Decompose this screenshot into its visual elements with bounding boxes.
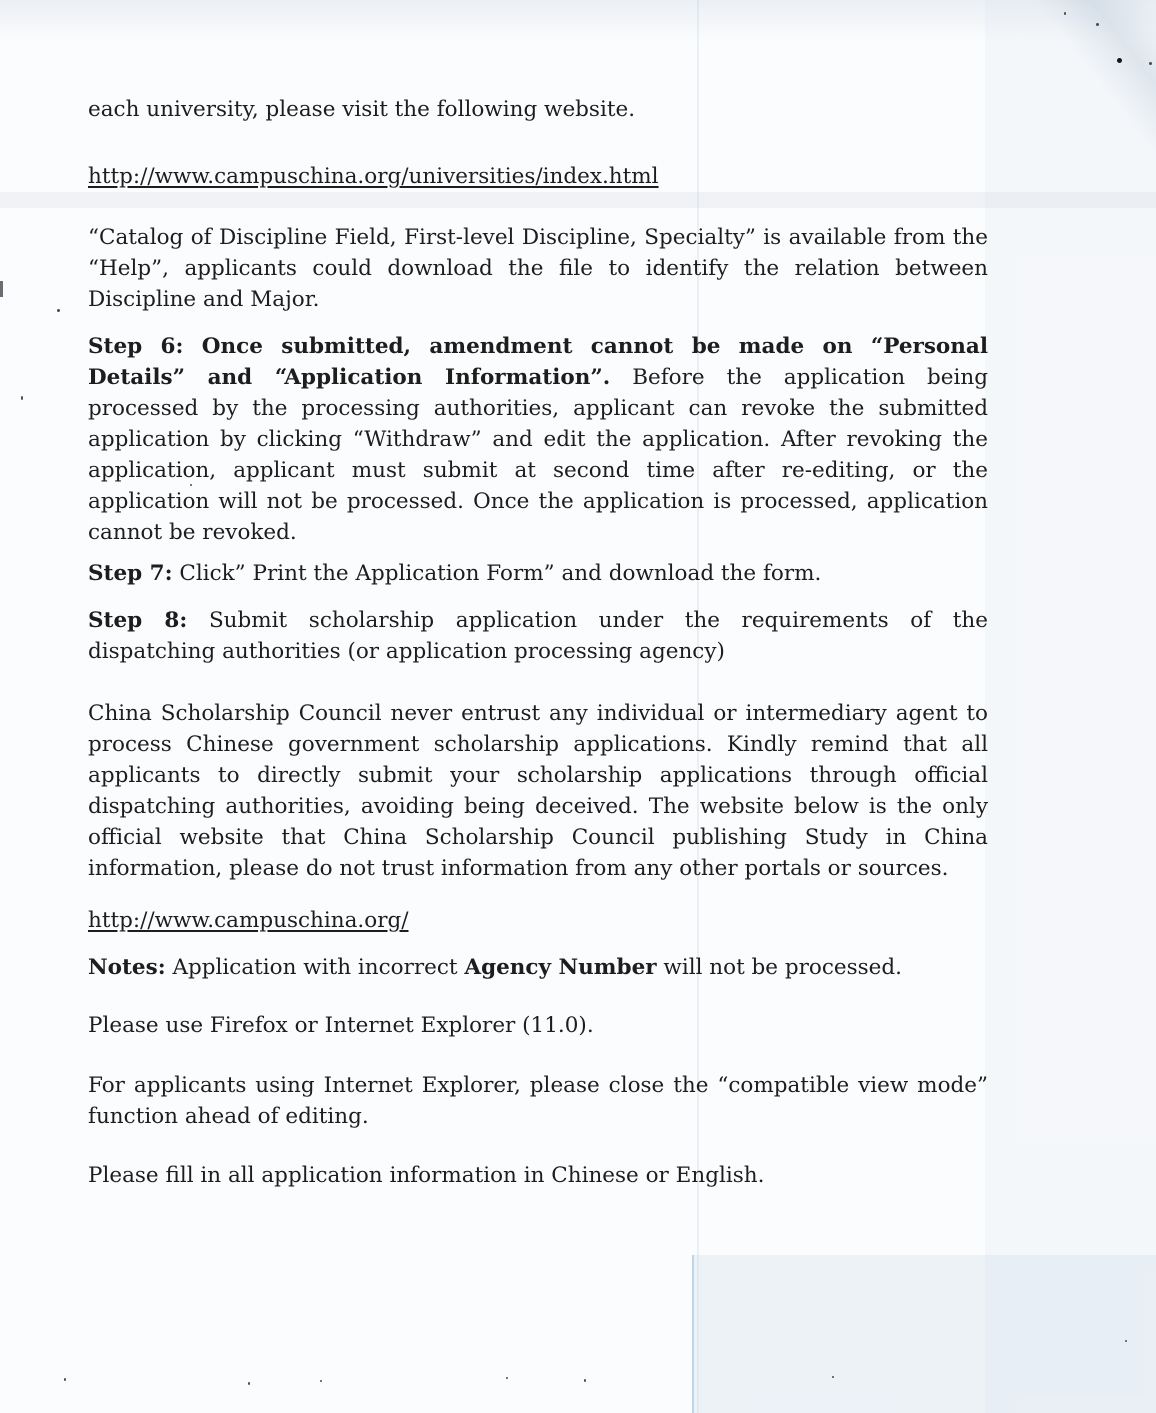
scan-speck [1064,12,1066,15]
scan-bottom-right-tint [694,1255,1156,1413]
paragraph-step6 [88,331,988,548]
scan-speck [57,309,60,312]
scan-speck [248,1382,250,1385]
text-run: Please fill in all application information in Chinese or English. [88,1163,765,1188]
text-run: Please use Firefox or Internet Explorer (11.0). [88,1013,594,1038]
scan-speck [21,396,23,400]
scan-speck [1149,62,1152,65]
paragraph-browser [88,1010,988,1041]
scan-speck [320,1380,322,1382]
scan-speck [1096,23,1099,26]
paragraph-notes [88,952,988,983]
text-run: Application with incorrect [165,955,465,980]
scan-speck [832,1376,834,1378]
scan-speck [1117,58,1122,63]
text-run: Click” Print the Application Form” and download the form. [172,561,822,586]
text-run: Before the application being processed by the processing authorities, applicant can revoke the submitted application by clicking “Withdraw” and edit the application. After revoking the application, applicant must submit at second time after re-editing, or the application will not be processed. Once the application is processed, application cannot be revoked. [88,365,988,545]
text-run: each university, please visit the following website. [88,97,636,122]
paragraph-step7 [88,558,988,589]
text-run: China Scholarship Council never entrust any individual or intermediary agent to process Chinese government scholarship applications. Kindly remind that all applicants to directly submit your scholarship applications through official dispatching authorities, avoiding being deceived. The website below is the only official website that China Scholarship Council publishing Study in China information, please do not trust information from any other portals or sources. [88,701,988,881]
scan-edge-mark [0,281,3,297]
scan-speck [506,1377,508,1379]
scan-speck [64,1378,66,1381]
link-campuschina-universities [88,161,988,192]
paragraph-csc-notice [88,698,988,884]
text-run: Submit scholarship application under the requirements of the dispatching authorities (or application processing agency) [88,608,989,664]
paragraph-ie-mode [88,1070,988,1132]
text-run: “Catalog of Discipline Field, First-level Discipline, Specialty” is available from the “Help”, applicants could download the file to identify the relation between Discipline and Major. [88,225,988,312]
paragraph-intro [88,94,988,125]
link-text: http://www.campuschina.org/universities/index.html [88,164,659,189]
link-campuschina [88,905,988,936]
bold-text: Notes: [88,955,166,980]
text-run: will not be processed. [656,955,903,980]
scan-right-band [985,0,1156,1413]
document-content [88,0,988,1191]
scan-speck [1125,1340,1127,1342]
scan-speck [584,1379,586,1382]
paragraph-language [88,1160,988,1191]
paragraph-catalog [88,222,988,315]
scan-vertical-line-bottom [692,1255,694,1413]
bold-text: Agency Number [464,955,657,980]
bold-text: Step 7: [88,561,173,586]
paragraph-step8 [88,605,988,667]
bold-text: Step 6: Once submitted, amendment cannot be made on “Personal Details” and “Application Information”. [88,334,988,390]
link-text: http://www.campuschina.org/ [88,908,409,933]
bold-text: Step 8: [88,608,188,633]
text-run: For applicants using Internet Explorer, please close the “compatible view mode” function ahead of editing. [88,1073,988,1129]
